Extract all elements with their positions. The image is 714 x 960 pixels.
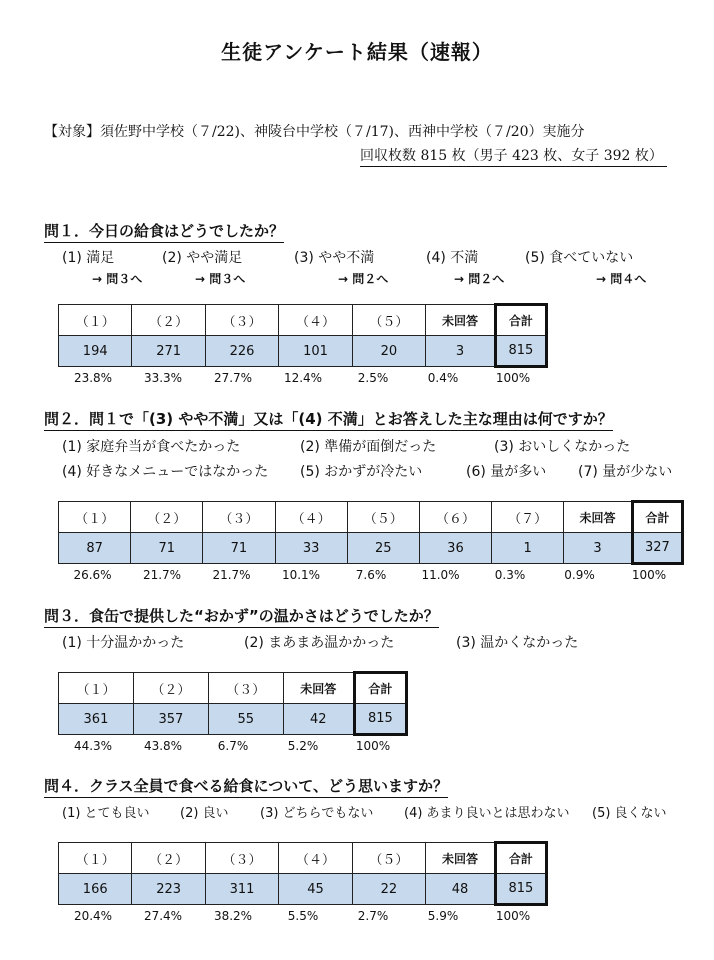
q4-percent: 100% — [495, 909, 531, 923]
q4-percent: 5.5% — [287, 909, 319, 923]
q4-header-cell: （２） — [132, 843, 205, 874]
q4-header-cell: 未回答 — [426, 843, 496, 874]
q4-option-3: (3) どちらでもない — [260, 806, 374, 821]
q1-option-1: (1) 満足 — [62, 250, 115, 266]
q4-percent-row — [58, 909, 548, 925]
q4-value-cell: 48 — [426, 874, 496, 905]
q4-value-cell: 311 — [205, 874, 278, 905]
q2-percent: 21.7% — [142, 568, 182, 582]
q1-percent: 27.7% — [213, 371, 253, 385]
q2-value-cell: 33 — [275, 533, 347, 564]
q2-option-5: (5) おかずが冷たい — [300, 464, 423, 480]
q2-percent: 11.0% — [421, 568, 460, 582]
q2-option-6: (6) 量が多い — [466, 464, 547, 480]
q2-header-cell: （５） — [347, 502, 419, 533]
q2-option-2: (2) 準備が面倒だった — [300, 439, 437, 455]
q3-header-cell: （３） — [208, 673, 283, 704]
q4-value-cell: 166 — [59, 874, 132, 905]
q2-percent: 0.9% — [564, 568, 595, 582]
q1-percent: 100% — [495, 371, 531, 385]
q3-header-cell: （１） — [59, 673, 134, 704]
q1-option-5: (5) 食べていない — [525, 250, 634, 266]
q4-header-cell: （４） — [279, 843, 352, 874]
q2-value-cell: 36 — [419, 533, 491, 564]
q1-option-4: (4) 不満 — [426, 250, 479, 266]
q1-value-cell: 194 — [59, 336, 132, 367]
q4-option-5: (5) 良くない — [592, 806, 667, 821]
q2-value-cell: 1 — [492, 533, 564, 564]
q2-header-cell: （３） — [203, 502, 275, 533]
q3-option-1: (1) 十分温かかった — [62, 635, 185, 651]
q1-option-3: (3) やや不満 — [294, 250, 375, 266]
q2-option-1: (1) 家庭弁当が食べたかった — [62, 439, 241, 455]
q3-value-cell: 815 — [354, 704, 406, 735]
q3-percent: 43.8% — [143, 739, 183, 753]
q4-option-2: (2) 良い — [180, 806, 229, 821]
q3-percent: 5.2% — [287, 739, 319, 753]
q4-value-cell: 223 — [132, 874, 205, 905]
q4-header-cell: （５） — [352, 843, 425, 874]
q1-option-2: (2) やや満足 — [162, 250, 243, 266]
q4-value-cell: 815 — [495, 874, 546, 905]
q1-header-cell: （１） — [59, 305, 132, 336]
q1-header-cell: （４） — [279, 305, 352, 336]
q1-header-cell: （５） — [352, 305, 425, 336]
q4-title: 問４．クラス全員で食べる給食について、どう思いますか？ — [44, 775, 448, 798]
page-title: 生徒アンケート結果（速報） — [221, 40, 493, 64]
q3-value-cell: 361 — [59, 704, 134, 735]
q3-header-cell: （２） — [133, 673, 208, 704]
q1-title: 問１．今日の給食はどうでしたか？ — [44, 220, 284, 243]
q4-percent: 2.7% — [357, 909, 389, 923]
q1-result-table — [58, 303, 548, 368]
q2-header-cell: （２） — [131, 502, 203, 533]
q4-option-4: (4) あまり良いとは思わない — [404, 806, 570, 821]
q1-percent: 33.3% — [143, 371, 183, 385]
q1-percent: 23.8% — [73, 371, 113, 385]
q3-header-cell: 未回答 — [283, 673, 354, 704]
q1-arrow-2: → 問３へ — [195, 272, 246, 286]
q1-value-cell: 815 — [495, 336, 546, 367]
q4-header-cell: 合計 — [495, 843, 546, 874]
q4-value-cell: 45 — [279, 874, 352, 905]
q4-percent: 27.4% — [143, 909, 183, 923]
q4-header-cell: （１） — [59, 843, 132, 874]
q2-header-cell: （７） — [492, 502, 564, 533]
q3-value-cell: 55 — [208, 704, 283, 735]
q2-title: 問２．問１で「(3) やや不満」又は「(4) 不満」とお答えした主な理由は何ですか？ — [44, 408, 613, 431]
q4-percent: 38.2% — [213, 909, 253, 923]
q2-percent: 26.6% — [73, 568, 112, 582]
q2-percent: 100% — [631, 568, 667, 582]
q4-option-1: (1) とても良い — [62, 806, 150, 821]
q4-percent: 5.9% — [427, 909, 459, 923]
q1-header-cell: 合計 — [495, 305, 546, 336]
q2-option-4: (4) 好きなメニューではなかった — [62, 464, 269, 480]
q1-percent: 2.5% — [357, 371, 389, 385]
q1-header-cell: 未回答 — [426, 305, 496, 336]
q3-value-cell: 42 — [283, 704, 354, 735]
q1-value-cell: 101 — [279, 336, 352, 367]
q2-percent: 21.7% — [212, 568, 251, 582]
q3-percent: 100% — [355, 739, 391, 753]
q2-header-cell: （４） — [275, 502, 347, 533]
q2-value-cell: 87 — [59, 533, 131, 564]
q1-value-cell: 271 — [132, 336, 205, 367]
q1-arrow-3: → 問２へ — [338, 272, 389, 286]
q2-percent: 7.6% — [355, 568, 387, 582]
q1-value-cell: 3 — [426, 336, 496, 367]
q1-percent-row — [58, 371, 548, 387]
q2-header-cell: 合計 — [632, 502, 682, 533]
q2-result-table — [58, 500, 684, 565]
q3-percent-row — [58, 739, 408, 755]
q3-option-3: (3) 温かくなかった — [456, 635, 579, 651]
q3-header-cell: 合計 — [354, 673, 406, 704]
q3-percent: 44.3% — [73, 739, 113, 753]
q4-percent: 20.4% — [73, 909, 113, 923]
q2-percent-row — [58, 568, 684, 584]
q1-arrow-5: → 問４へ — [596, 272, 647, 286]
q2-value-cell: 71 — [203, 533, 275, 564]
q4-result-table — [58, 841, 548, 906]
q2-value-cell: 25 — [347, 533, 419, 564]
survey-target: 【対象】須佐野中学校（７/22)、神陵台中学校（７/17)、西神中学校（７/20）実施分 — [44, 124, 585, 140]
q1-percent: 0.4% — [427, 371, 459, 385]
q2-percent: 0.3% — [494, 568, 526, 582]
q1-header-cell: （３） — [205, 305, 278, 336]
q2-header-cell: 未回答 — [564, 502, 633, 533]
q1-arrow-4: → 問２へ — [454, 272, 505, 286]
q3-value-cell: 357 — [133, 704, 208, 735]
q1-header-cell: （２） — [132, 305, 205, 336]
q4-value-cell: 22 — [352, 874, 425, 905]
q4-header-cell: （３） — [205, 843, 278, 874]
q3-result-table — [58, 671, 408, 736]
q1-percent: 12.4% — [283, 371, 323, 385]
q1-value-cell: 226 — [205, 336, 278, 367]
q3-option-2: (2) まあまあ温かかった — [244, 635, 395, 651]
q2-value-cell: 3 — [564, 533, 633, 564]
q1-value-cell: 20 — [352, 336, 425, 367]
q3-title: 問３．食缶で提供した“おかず”の温かさはどうでしたか？ — [44, 605, 439, 628]
q2-option-3: (3) おいしくなかった — [494, 439, 631, 455]
q2-percent: 10.1% — [281, 568, 321, 582]
q2-value-cell: 327 — [632, 533, 682, 564]
collected-count: 回収枚数 815 枚（男子 423 枚、女子 392 枚） — [360, 145, 667, 167]
q3-percent: 6.7% — [217, 739, 249, 753]
q2-option-7: (7) 量が少ない — [578, 464, 673, 480]
q2-header-cell: （１） — [59, 502, 131, 533]
q2-header-cell: （６） — [419, 502, 491, 533]
q1-arrow-1: → 問３へ — [92, 272, 143, 286]
q2-value-cell: 71 — [131, 533, 203, 564]
